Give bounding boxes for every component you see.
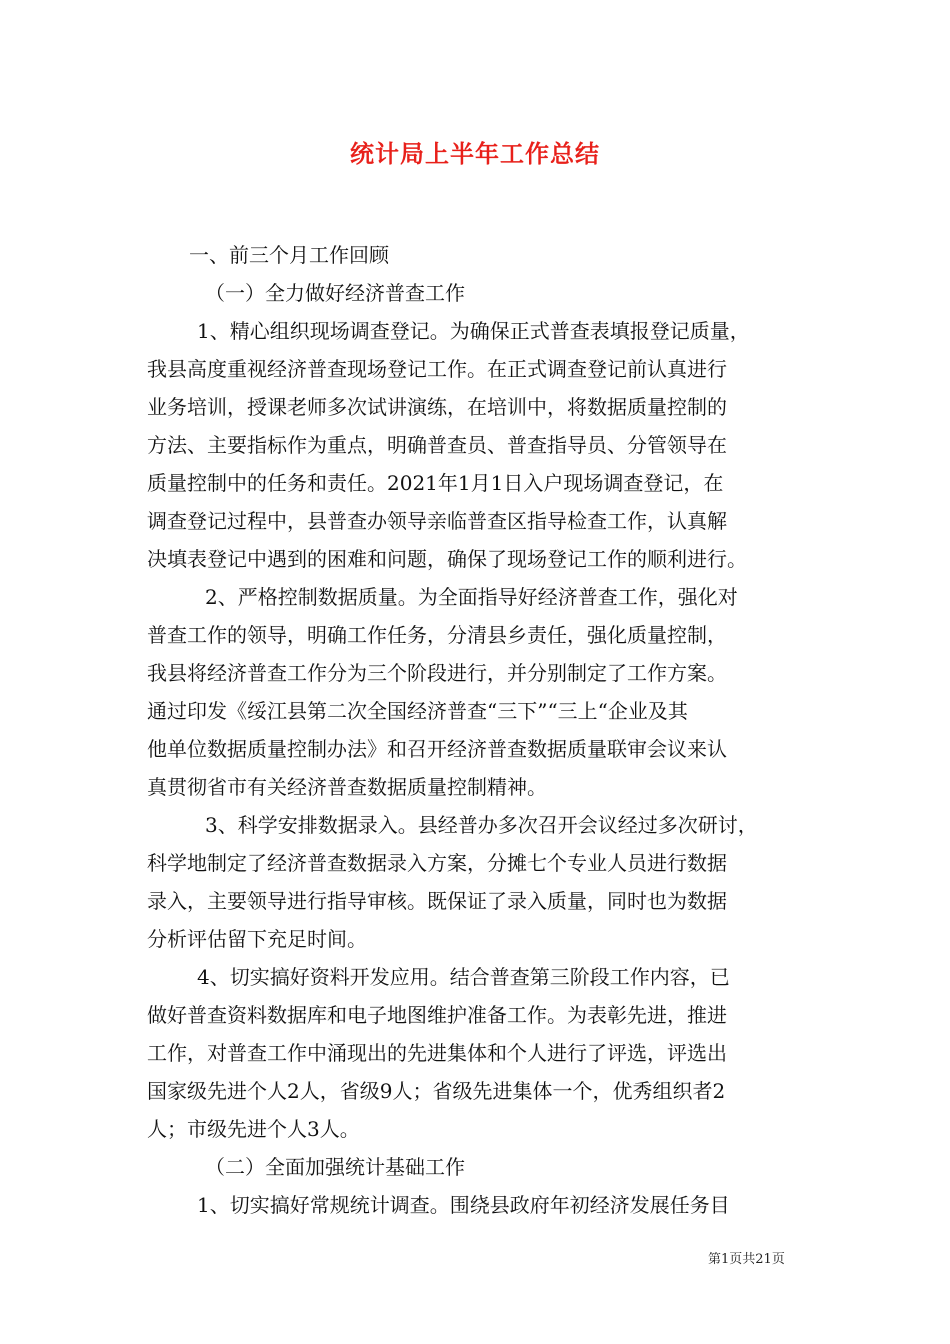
- paragraph-line: 通过印发《绥江县第二次全国经济普查“三下”“三上“企业及其: [147, 699, 688, 723]
- paragraph-line: 工作，对普查工作中涌现出的先进集体和个人进行了评选，评选出: [147, 1041, 727, 1065]
- paragraph-line: 他单位数据质量控制办法》和召开经济普查数据质量联审会议来认: [147, 737, 727, 761]
- paragraph-line: 决填表登记中遇到的困难和问题，确保了现场登记工作的顺利进行。: [147, 547, 747, 571]
- paragraph-line: 真贯彻省市有关经济普查数据质量控制精神。: [147, 775, 547, 799]
- document-body: [147, 236, 807, 1224]
- paragraph-line: 方法、主要指标作为重点，明确普查员、普查指导员、分管领导在: [147, 433, 727, 457]
- paragraph-line: 录入，主要领导进行指导审核。既保证了录入质量，同时也为数据: [147, 889, 727, 913]
- paragraph-line: 科学地制定了经济普查数据录入方案，分摊七个专业人员进行数据: [147, 851, 727, 875]
- paragraph-line: 国家级先进个人2人，省级9人；省级先进集体一个，优秀组织者2: [147, 1079, 726, 1103]
- paragraph-line: 调查登记过程中，县普查办领导亲临普查区指导检查工作，认真解: [147, 509, 727, 533]
- paragraph-line: 分析评估留下充足时间。: [147, 927, 367, 951]
- paragraph-line: 人；市级先进个人3人。: [147, 1117, 360, 1141]
- paragraph-line: 1、切实搞好常规统计调查。围绕县政府年初经济发展任务目: [197, 1193, 730, 1217]
- paragraph-line: 做好普查资料数据库和电子地图维护准备工作。为表彰先进，推进: [147, 1003, 727, 1027]
- section-heading-1: 一、前三个月工作回顾: [189, 243, 389, 267]
- paragraph-line: 普查工作的领导，明确工作任务，分清县乡责任，强化质量控制，: [147, 623, 727, 647]
- subsection-heading-2: （二）全面加强统计基础工作: [205, 1155, 465, 1179]
- paragraph-line: 1、精心组织现场调查登记。为确保正式普查表填报登记质量，: [197, 319, 750, 343]
- paragraph-line: 4、切实搞好资料开发应用。结合普查第三阶段工作内容，已: [197, 965, 730, 989]
- page-number-footer: 第1页共21页: [708, 1252, 785, 1267]
- paragraph-line: 2、严格控制数据质量。为全面指导好经济普查工作，强化对: [205, 585, 738, 609]
- paragraph-line: 质量控制中的任务和责任。2021年1月1日入户现场调查登记，在: [147, 471, 724, 495]
- paragraph-line: 我县高度重视经济普查现场登记工作。在正式调查登记前认真进行: [147, 357, 727, 381]
- document-title: 统计局上半年工作总结: [350, 140, 600, 168]
- subsection-heading-1: （一）全力做好经济普查工作: [205, 281, 465, 305]
- paragraph-line: 3、科学安排数据录入。县经普办多次召开会议经过多次研讨，: [205, 813, 758, 837]
- paragraph-line: 业务培训，授课老师多次试讲演练，在培训中，将数据质量控制的: [147, 395, 727, 419]
- paragraph-line: 我县将经济普查工作分为三个阶段进行，并分别制定了工作方案。: [147, 661, 727, 685]
